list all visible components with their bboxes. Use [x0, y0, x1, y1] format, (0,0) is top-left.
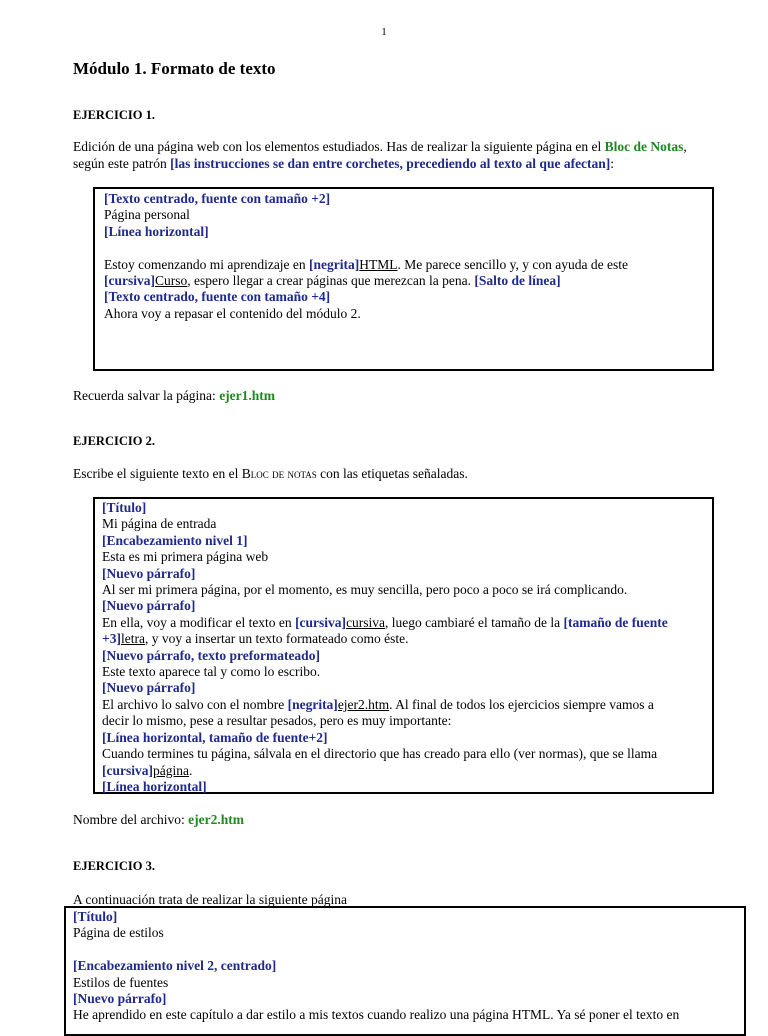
file-name: ejer1.htm: [219, 388, 276, 403]
tag-segment: [negrita]: [287, 696, 338, 712]
intro-text: Escribe el siguiente texto en el: [73, 466, 242, 481]
page-number: 1: [381, 26, 387, 38]
tag-line: [Encabezamiento nivel 2, centrado]: [73, 958, 277, 974]
exercise-1-intro: [73, 138, 733, 172]
blank-line: [104, 240, 712, 256]
exercise-1-save-note: [73, 387, 733, 404]
tag-segment: [cursiva]: [102, 762, 153, 778]
text-line: He aprendido en este capítulo a dar estilo a mis textos cuando realizo una página HTML. Ya sé poner el texto en: [73, 1007, 680, 1023]
text-line: Cuando termines tu página, sálvala en el directorio que has creado para ello (ver normas), que se llama: [102, 746, 658, 762]
app-name: Bloc de notas: [241, 466, 317, 481]
tag-segment: [tamaño de fuente: [563, 614, 668, 630]
tag-line: [Texto centrado, fuente con tamaño +2]: [104, 191, 331, 206]
file-name: ejer2.htm: [188, 812, 244, 827]
text-line: Ahora voy a repasar el contenido del módulo 2.: [104, 305, 361, 321]
text-segment: , y voy a insertar un texto formateado como éste.: [144, 631, 409, 647]
intro-text: ,: [683, 139, 687, 154]
tag-segment: [cursiva]: [104, 273, 155, 289]
tag-line: [Título]: [102, 500, 147, 515]
text-segment: . Al final de todos los ejercicios siempre vamos a: [389, 696, 654, 712]
exercise-2-file-note: [73, 811, 733, 828]
tag-line: [Nuevo párrafo, texto preformateado]: [102, 647, 320, 663]
text-line: [104, 273, 712, 289]
tag-line: [Línea horizontal, tamaño de fuente+2]: [102, 729, 328, 745]
underlined-segment: Curso: [155, 273, 188, 289]
text-segment: .: [189, 762, 193, 778]
exercise-2-pattern-box: [93, 497, 714, 794]
exercise-3-heading: EJERCICIO 3.: [73, 859, 155, 873]
exercise-2-heading: EJERCICIO 2.: [73, 434, 155, 448]
underlined-segment: ejer2.htm: [337, 696, 390, 712]
text-line: [104, 257, 712, 273]
instruction-note: [las instrucciones se dan entre corchetes, precediendo al texto al que afectan]: [170, 156, 611, 171]
tag-line: [Línea horizontal]: [104, 223, 209, 239]
text-line: Estilos de fuentes: [73, 974, 169, 990]
tag-line: [Título]: [73, 909, 118, 924]
intro-text: según este patrón: [73, 156, 171, 171]
exercise-1-pattern-box: [93, 187, 714, 371]
text-line: [102, 763, 712, 779]
tag-line: [Nuevo párrafo]: [102, 598, 196, 614]
text-line: Página de estilos: [73, 925, 164, 941]
save-text: Recuerda salvar la página:: [73, 388, 220, 403]
underlined-segment: cursiva: [346, 614, 386, 630]
tag-line: [Nuevo párrafo]: [102, 680, 196, 696]
text-line: decir lo mismo, pese a resultar pesados, pero es muy importante:: [102, 713, 452, 729]
text-line: Mi página de entrada: [102, 516, 217, 532]
tag-segment: [Salto de línea]: [474, 273, 561, 289]
text-segment: En ella, voy a modificar el texto en: [102, 614, 296, 630]
text-line: Página personal: [104, 207, 190, 223]
text-line: Esta es mi primera página web: [102, 549, 269, 565]
exercise-3-pattern-box: [64, 906, 746, 1036]
underlined-segment: HTML: [359, 256, 398, 272]
underlined-segment: página: [153, 762, 189, 778]
blank-line: [73, 942, 744, 958]
text-line: Al ser mi primera página, por el momento, es muy sencilla, pero poco a poco se irá complicando.: [102, 582, 628, 598]
text-segment: Estoy comenzando mi aprendizaje en: [104, 256, 310, 272]
tag-line: [Encabezamiento nivel 1]: [102, 532, 248, 548]
text-line: Este texto aparece tal y como lo escribo.: [102, 664, 321, 680]
text-line: [102, 631, 712, 647]
underlined-segment: letra: [120, 631, 145, 647]
intro-text: :: [610, 156, 615, 171]
intro-text: con las etiquetas señaladas.: [316, 466, 468, 481]
tag-line: [Texto centrado, fuente con tamaño +4]: [104, 289, 331, 305]
tag-segment: [negrita]: [309, 256, 360, 272]
text-segment: . Me parece sencillo y, y con ayuda de este: [397, 256, 628, 272]
intro-text: Edición de una página web con los elementos estudiados. Has de realizar la siguiente página en el: [73, 139, 605, 154]
text-segment: , espero llegar a crear páginas que merezcan la pena.: [187, 273, 475, 289]
tag-segment: +3]: [102, 631, 121, 647]
exercise-2-intro: [73, 465, 733, 482]
tag-segment: [cursiva]: [295, 614, 347, 630]
text-segment: , luego cambiaré el tamaño de la: [385, 614, 564, 630]
exercise-1-heading: EJERCICIO 1.: [73, 108, 155, 122]
text-segment: El archivo lo salvo con el nombre: [102, 696, 288, 712]
file-text: Nombre del archivo:: [73, 812, 189, 827]
tag-line: [Nuevo párrafo]: [73, 991, 167, 1007]
exercise-3-intro: A continuación trata de realizar la siguiente página: [73, 892, 348, 907]
tag-line: [Línea horizontal]: [102, 778, 207, 794]
text-line: [102, 697, 712, 713]
document-title: Módulo 1. Formato de texto: [73, 59, 276, 78]
tag-line: [Nuevo párrafo]: [102, 565, 196, 581]
app-name: Bloc de Notas: [604, 139, 684, 154]
text-line: [102, 615, 712, 631]
